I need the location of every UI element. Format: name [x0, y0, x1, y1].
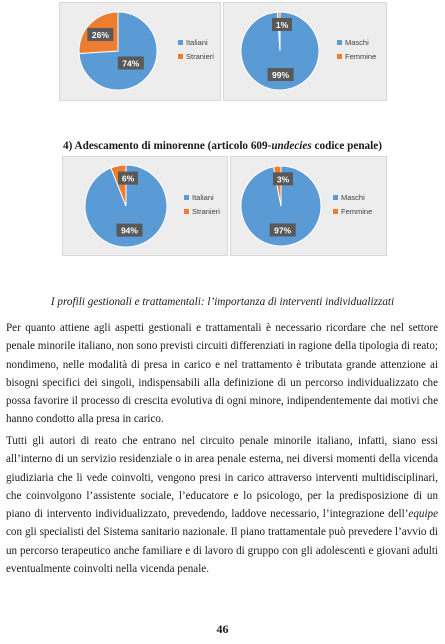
- page-number: 46: [216, 622, 229, 636]
- legend-swatch-stranieri: [184, 209, 189, 214]
- chart-panel-4: [230, 156, 387, 256]
- subheading: I profili gestionali e trattamentali: l’importanza di interventi individualizzati: [50, 296, 395, 308]
- legend-swatch-italiani: [178, 40, 183, 45]
- legend-swatch-italiani: [184, 195, 189, 200]
- pie-chart-4: [231, 157, 386, 255]
- legend-swatch-maschi: [337, 40, 342, 45]
- svg-text:97%: 97%: [274, 225, 292, 236]
- data-label-maschi: [270, 223, 296, 236]
- legend-label-stranieri: Stranieri: [192, 207, 220, 216]
- heading-prefix: 4) Adescamento di minorenne (articolo 609-: [63, 140, 272, 152]
- legend-swatch-stranieri: [178, 54, 183, 59]
- section-heading: [0, 140, 445, 152]
- svg-text:3%: 3%: [276, 174, 290, 185]
- legend-label-maschi: Maschi: [345, 38, 369, 47]
- svg-text:94%: 94%: [120, 225, 138, 236]
- chart-panel-3: [62, 156, 228, 256]
- data-label-stranieri: [118, 172, 138, 185]
- legend-swatch-femmine: [337, 54, 342, 59]
- data-label-femmine: [272, 18, 292, 31]
- pie-chart-1: [60, 3, 220, 100]
- legend-label-stranieri: Stranieri: [186, 52, 214, 61]
- paragraph-1: Per quanto attiene agli aspetti gestionali e trattamentali è necessario ricordare che nel settore penale minorile italiano, non sono previsti circuiti differenziati in ragione della tipologia di reato; nondimeno, nelle modalità di presa in carico e nel trattamento è tributata grande attenzione ai bisogni specifici dei singoli, indispensabili alla definizione di un percorso individualizzato che possa favorire il processo di crescita evolutiva di ogni minore, indipendentemente dai motivi che hanno condotto alla presa in carico.: [6, 322, 438, 426]
- paragraph-2-italic: equipe: [408, 508, 438, 521]
- pie-chart-3: [63, 157, 227, 255]
- chart-panel-1: [59, 2, 221, 101]
- legend-swatch-femmine: [333, 209, 338, 214]
- data-label-italiani: [116, 224, 142, 237]
- legend-label-femmine: Femmine: [345, 52, 377, 61]
- legend-label-maschi: Maschi: [341, 193, 365, 202]
- legend-label-italiani: Italiani: [192, 193, 214, 202]
- svg-text:1%: 1%: [275, 19, 289, 30]
- data-label-femmine: [273, 172, 293, 185]
- legend-label-femmine: Femmine: [341, 207, 373, 216]
- paragraph-2-text-a: Tutti gli autori di reato che entrano nel circuito penale minorile italiano, infatti, siano essi all’interno di un servizio residenziale o in area penale esterna, nei diversi momenti della vicenda giudiziaria che li vede coinvolti, vengono presi in carico attraverso interventi multidisciplinari, che coinvolgono l’assistente sociale, l’educatore e lo psicologo, per la predisposizione di un piano di intervento individualizzato, prevedendo, laddove necessario, l’integrazione dell’: [6, 435, 438, 521]
- paragraph-2: [6, 432, 438, 578]
- heading-suffix: codice penale): [311, 140, 382, 152]
- svg-text:26%: 26%: [91, 29, 109, 40]
- heading-italic: undecies: [271, 140, 312, 152]
- svg-text:74%: 74%: [122, 58, 140, 69]
- svg-text:6%: 6%: [121, 173, 135, 184]
- data-label-maschi: [268, 68, 294, 81]
- legend-label-italiani: Italiani: [186, 38, 208, 47]
- data-label-stranieri: [87, 28, 113, 41]
- paragraph-2-text-b: con gli specialisti del Sistema sanitario nazionale. Il piano trattamentale può prevedere l’avvio di un percorso terapeutico anche familiare e di lavoro di gruppo con gli adolescenti e giovani adulti eventualmente coinvolti nella vicenda penale.: [6, 526, 438, 576]
- pie-chart-2: [224, 3, 386, 100]
- svg-text:99%: 99%: [272, 70, 290, 81]
- legend-swatch-maschi: [333, 195, 338, 200]
- data-label-italiani: [118, 57, 144, 70]
- chart-panel-2: [223, 2, 387, 101]
